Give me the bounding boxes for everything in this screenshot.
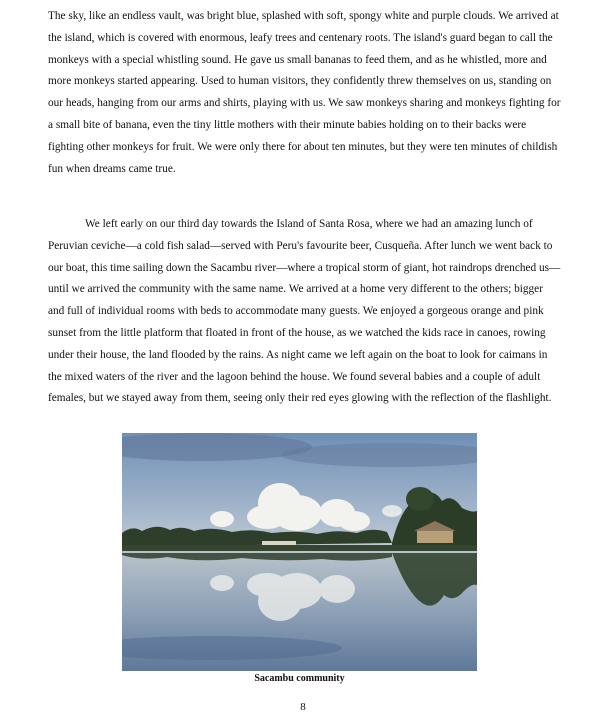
sacambu-photo — [122, 433, 477, 671]
page-number: 8 — [300, 701, 306, 713]
figure-caption: Sacambu community — [254, 673, 345, 684]
paragraph-monkeys: The sky, like an endless vault, was bright blue, splashed with soft, spongy white and purple clouds. We arrived at the island, which is covered with enormous, leafy trees and centenary roots. The island's guard began to call the monkeys with a special whistling sound. He gave us small bananas to feed them, and as he whistled, more and more monkeys started appearing. Used to human visitors, they confidently threw themselves on us, standing on our heads, hanging from our arms and shirts, playing with us. We saw monkeys sharing and monkeys fighting for a small bite of banana, even the tiny little mothers with their minute babies holding on to their backs were fighting other monkeys for fruit. We were only there for about ten minutes, but they were ten minutes of childish fun when dreams came true. — [48, 10, 561, 175]
paragraph-santa-rosa: We left early on our third day towards the Island of Santa Rosa, where we had an amazing lunch of Peruvian ceviche—a cold fish salad—served with Peru's favourite beer, Cusqueña. After lunch we went back to our boat, this time sailing down the Sacambu river—where a tropical storm of giant, hot raindrops drenched us—until we arrived the community with the same name. We arrived at a home very different to the others; bigger and full of individual rooms with beds to accommodate many guests. We enjoyed a gorgeous orange and pink sunset from the little platform that floated in front of the house, as we watched the kids race in canoes, rowing under their house, the land flooded by the rains. As night came we left again on the boat to look for caimans in the mixed waters of the river and the lagoon behind the house. We found several babies and a couple of adult females, but we stayed away from them, seeing only their red eyes glowing with the reflection of the flashlight. — [48, 218, 561, 405]
